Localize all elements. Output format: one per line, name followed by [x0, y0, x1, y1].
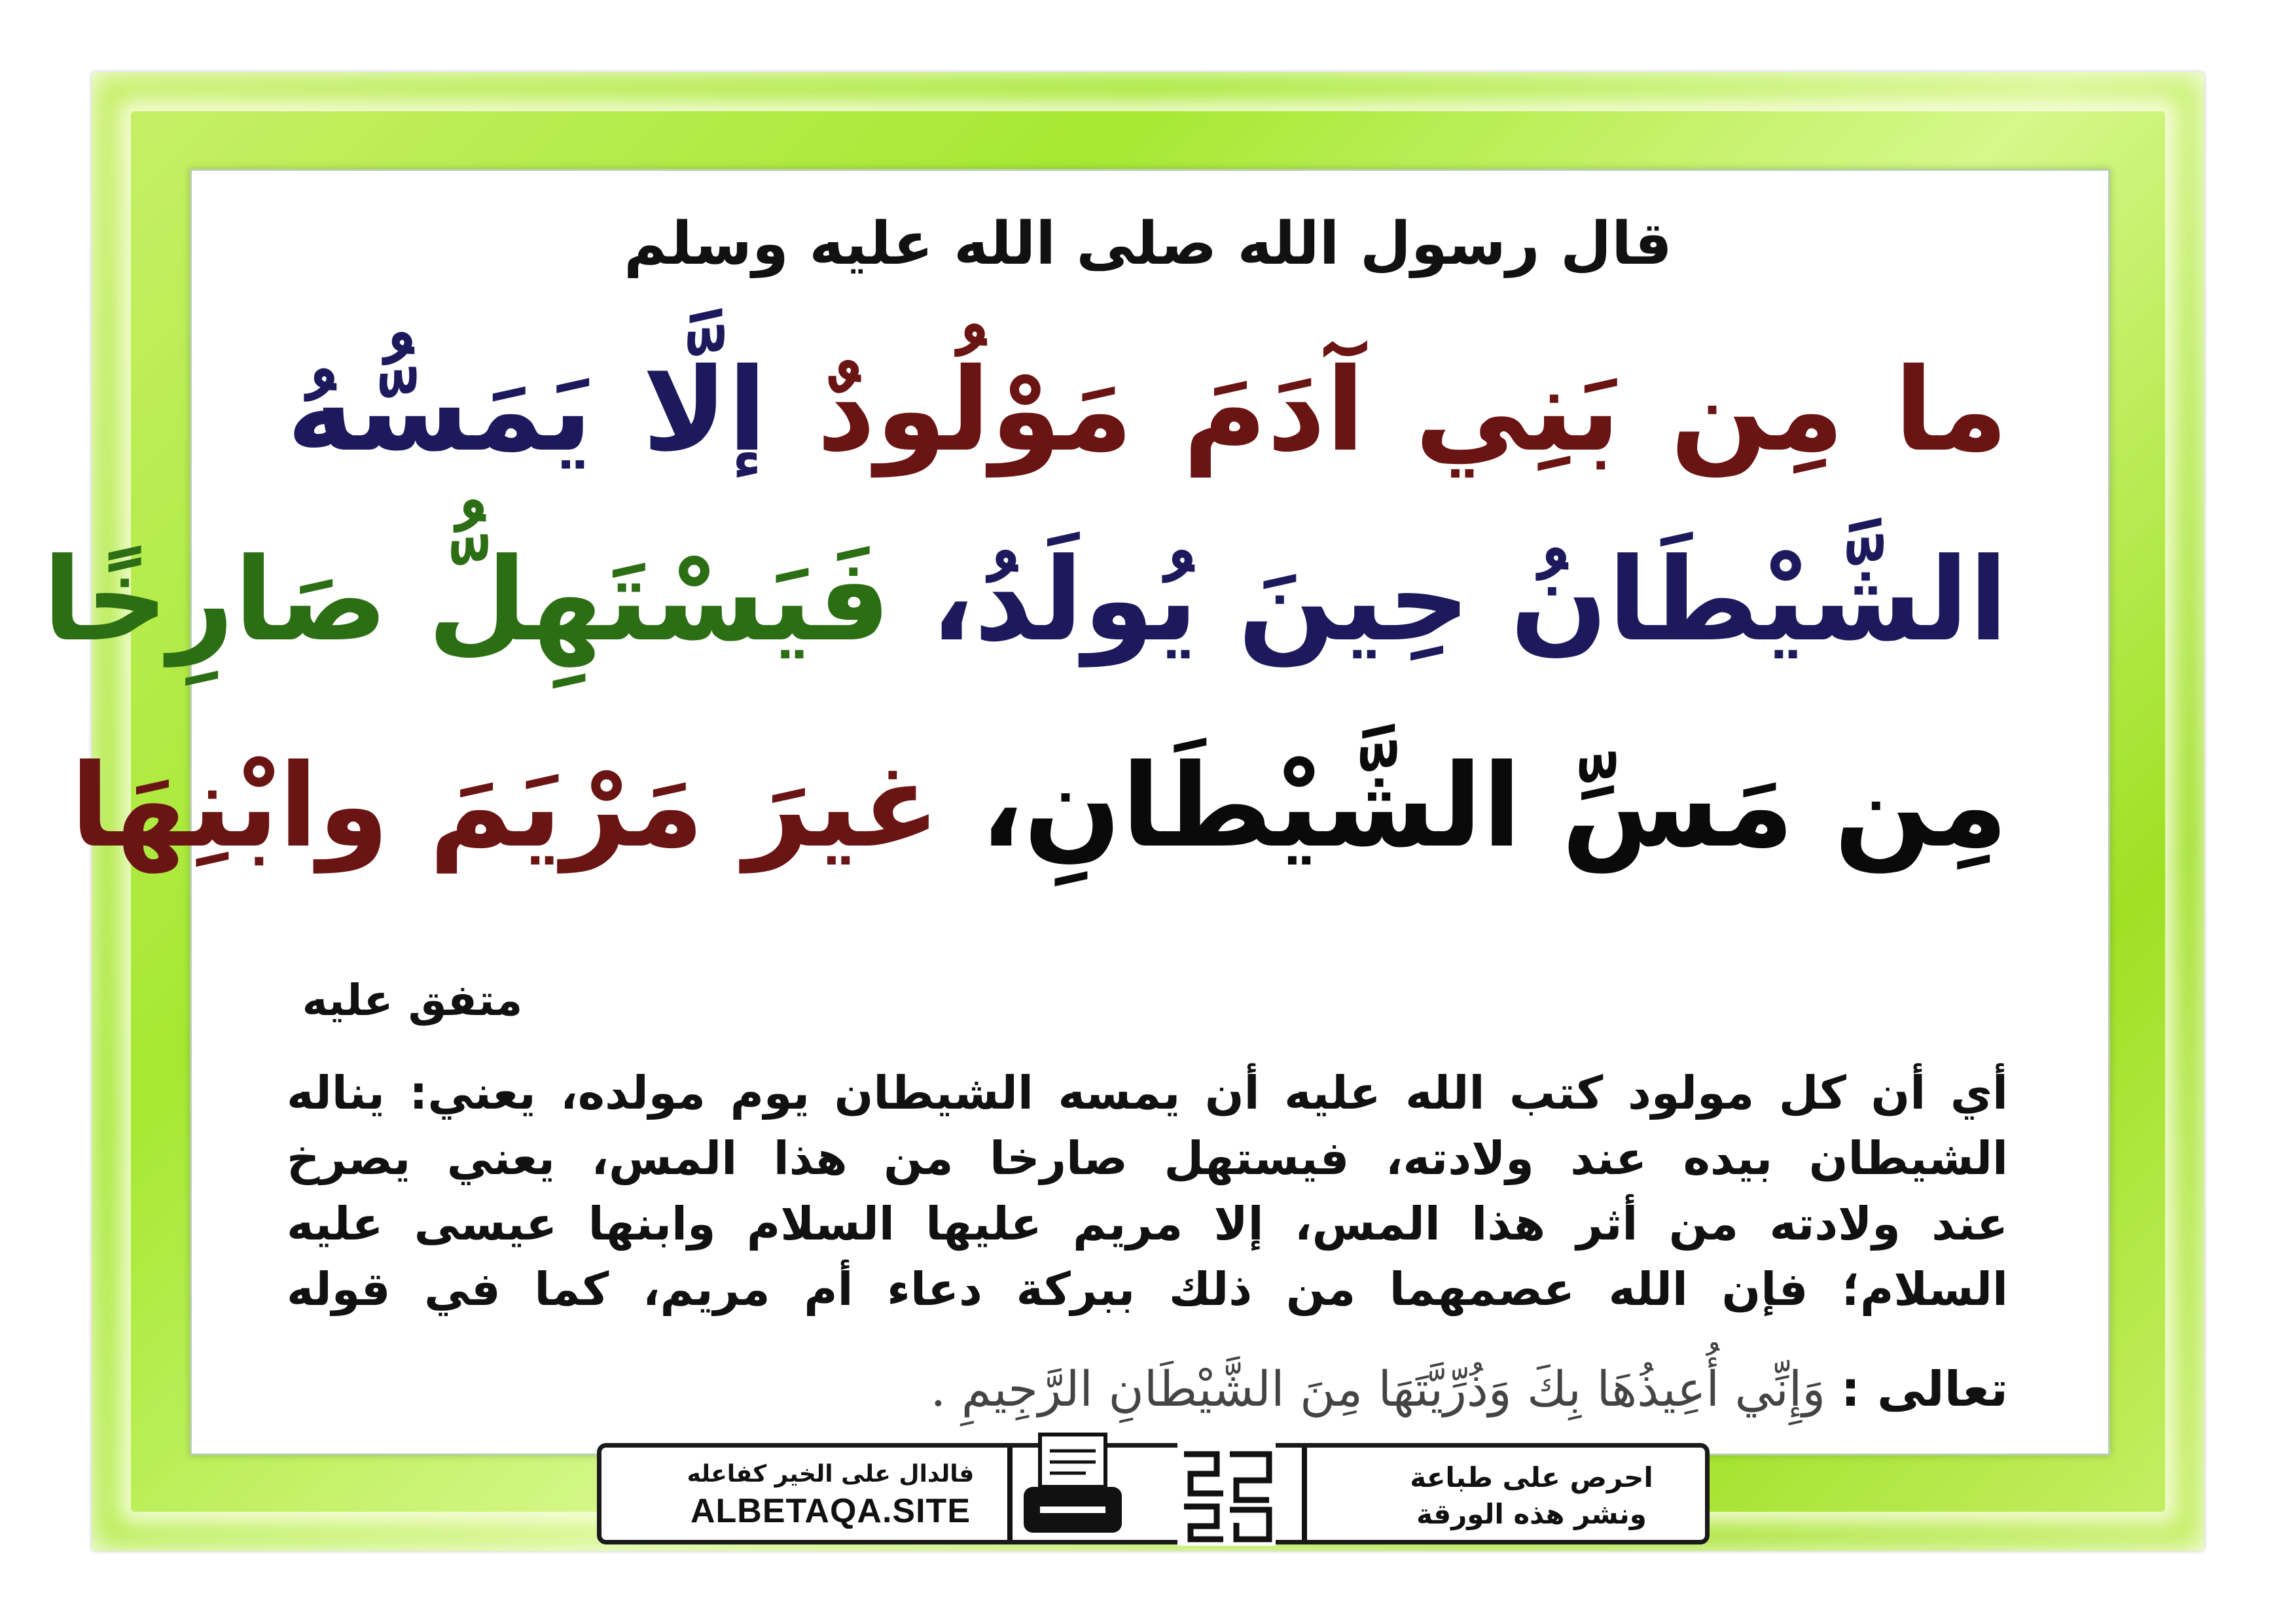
explanation-row: أي أن كل مولود كتب الله عليه أن يمسه الشيطان يوم مولده، يعني: يناله: [287, 1066, 2008, 1120]
footer-site-link[interactable]: ALBETAQA.SITE: [690, 1492, 971, 1530]
explanation-lead: تعالى :: [1840, 1361, 2008, 1418]
explanation-row: السلام؛ فإن الله عصمهما من ذلك ببركة دعاء أم مريم، كما في قوله: [287, 1262, 2008, 1316]
hadith-segment: إلَّا يَمَسُّهُ: [287, 344, 767, 477]
hadith-line-3: [70, 740, 2008, 873]
footer-divider: [1302, 1448, 1307, 1540]
hadith-segment: مِن مَسِّ الشَّيْطَانِ،: [980, 740, 2008, 873]
printer-icon: [1020, 1421, 1125, 1552]
explanation-last-row: [931, 1361, 2008, 1418]
footer-motto: فالدال على الخير كفاعله: [687, 1461, 975, 1488]
footer-bar: [597, 1443, 1710, 1544]
hadith-segment: مَوْلُودٌ: [816, 344, 1134, 477]
hadith-segment: غيرَ مَرْيَمَ وابْنِهَا: [70, 740, 941, 873]
hadith-source: متفق عليه: [302, 975, 523, 1026]
explanation-text: [287, 1060, 2008, 1322]
intro-heading: قال رسول الله صلى الله عليه وسلم: [624, 209, 1672, 278]
dawat-alwaraqa-logo-icon: [1177, 1441, 1276, 1546]
footer-print-line: ونشر هذه الورقة: [1416, 1498, 1647, 1530]
footer-print-note: [1378, 1459, 1685, 1533]
hadith-segment: الشَّيْطَانُ حِينَ يُولَدُ،: [930, 534, 2008, 667]
footer-print-line: احرص على طباعة: [1410, 1461, 1653, 1493]
footer-divider: [1007, 1448, 1013, 1540]
explanation-row: الشيطان بيده عند ولادته، فيستهل صارخا من هذا المس، يعني يصرخ: [287, 1132, 2008, 1185]
explanation-row: عند ولادته من أثر هذا المس، إلا مريم عليها السلام وابنها عيسى عليه: [287, 1197, 2008, 1251]
hadith-line-2: [43, 534, 2008, 667]
quran-verse: وَإِنِّي أُعِيذُهَا بِكَ وَذُرِّيَّتَهَا مِنَ الشَّيْطَانِ الرَّجِيمِ .: [930, 1361, 1826, 1418]
hadith-line-1: [287, 344, 2008, 477]
hadith-segment: فَيَسْتَهِلُّ صَارِخًا: [43, 534, 891, 667]
hadith-segment: ما مِن بَنِي آدَمَ: [1183, 344, 2008, 477]
footer-site-block[interactable]: [647, 1461, 1014, 1531]
